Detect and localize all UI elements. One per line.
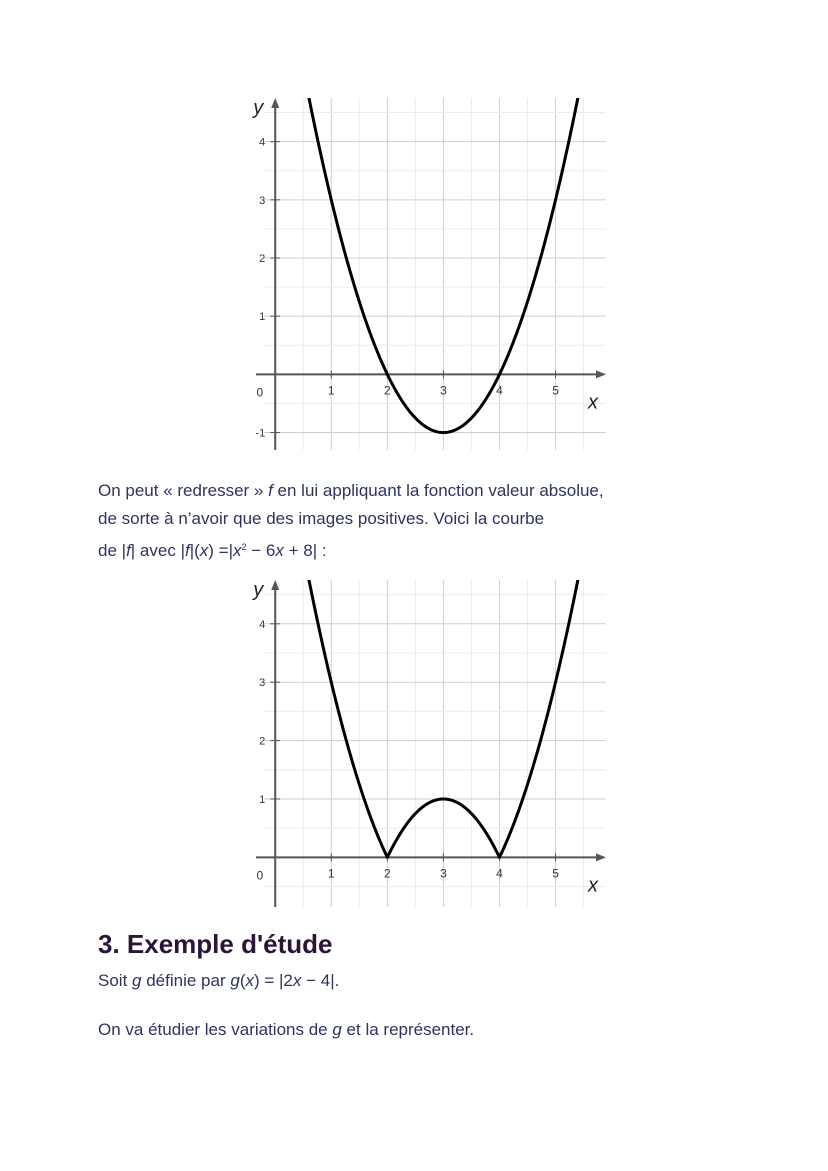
x-axis-arrow <box>596 370 606 378</box>
x-axis-arrow <box>596 853 606 861</box>
text: de sorte à n’avoir que des images positives. Voici la courbe <box>98 509 545 528</box>
curve-key-point <box>386 856 389 859</box>
x-tick-label: 3 <box>440 383 447 398</box>
text: On va étudier les variations de <box>98 1020 333 1039</box>
text: de | <box>98 541 127 560</box>
curve-key-point <box>498 856 501 859</box>
text: + 8| : <box>283 541 327 560</box>
y-axis-arrow <box>271 98 279 108</box>
y-tick-label: 3 <box>259 194 266 207</box>
var-x: x <box>275 541 284 560</box>
y-tick-label: -1 <box>255 427 266 440</box>
y-tick-label: 2 <box>259 735 266 748</box>
x-tick-label: 3 <box>440 866 447 881</box>
y-tick-label: 4 <box>259 136 266 149</box>
var-f: f <box>184 541 190 560</box>
x-axis-title: x <box>588 874 598 897</box>
text: ( <box>239 971 246 990</box>
function-curve <box>264 570 606 857</box>
function-curve <box>264 88 606 433</box>
text: − 6 <box>246 541 276 560</box>
graph-f <box>218 88 610 458</box>
paragraph-variations <box>98 1016 474 1044</box>
text: On peut « redresser » <box>98 481 269 500</box>
text: Soit <box>98 971 133 990</box>
y-axis-arrow <box>271 580 279 590</box>
y-axis-title: y <box>253 97 264 119</box>
curve-key-point <box>498 373 501 376</box>
curve-key-point <box>442 797 445 800</box>
x-axis-title: x <box>588 391 598 414</box>
var-f: f <box>268 481 273 500</box>
origin-label: 0 <box>256 385 264 400</box>
y-tick-label: 4 <box>259 618 266 631</box>
var-x: x <box>199 541 209 560</box>
text: en lui appliquant la fonction valeur absolue, <box>272 481 604 500</box>
text: − 4|. <box>301 971 340 990</box>
text: ) = |2 <box>253 971 293 990</box>
curve-key-point <box>386 373 389 376</box>
curve-key-point <box>442 431 445 434</box>
var-x: x <box>292 971 302 990</box>
var-g: g <box>132 971 142 990</box>
y-tick-label: 1 <box>259 793 266 806</box>
y-tick-label: 3 <box>259 677 266 690</box>
var-f: f <box>126 541 131 560</box>
x-tick-label: 5 <box>552 866 559 881</box>
x-tick-label: 5 <box>552 383 559 398</box>
text: | avec | <box>130 541 185 560</box>
graph-f-svg <box>218 88 610 458</box>
x-tick-label: 2 <box>384 866 391 881</box>
x-tick-label: 4 <box>496 866 503 881</box>
x-tick-label: 2 <box>384 383 391 398</box>
var-g: g <box>332 1020 342 1039</box>
y-tick-label: 2 <box>259 253 266 265</box>
x-tick-label: 1 <box>327 383 335 398</box>
y-axis-title: y <box>253 579 264 601</box>
y-tick-label: 1 <box>259 311 266 324</box>
text: définie par <box>141 971 231 990</box>
exponent: 2 <box>241 542 247 552</box>
section-heading: 3. Exemple d'étude <box>98 929 333 959</box>
var-g: g <box>230 971 240 990</box>
text: et la représenter. <box>341 1020 475 1039</box>
paragraph-redresser <box>98 477 604 565</box>
var-x: x <box>233 541 242 560</box>
origin-label: 0 <box>256 868 264 883</box>
text: |( <box>189 541 200 560</box>
graph-abs-f-svg <box>218 570 610 915</box>
var-x: x <box>245 971 254 990</box>
graph-abs-f <box>218 570 610 915</box>
paragraph-definition-g <box>98 967 339 995</box>
x-tick-label: 1 <box>327 866 335 881</box>
x-tick-label: 4 <box>496 383 503 398</box>
text: ) =| <box>208 541 234 560</box>
